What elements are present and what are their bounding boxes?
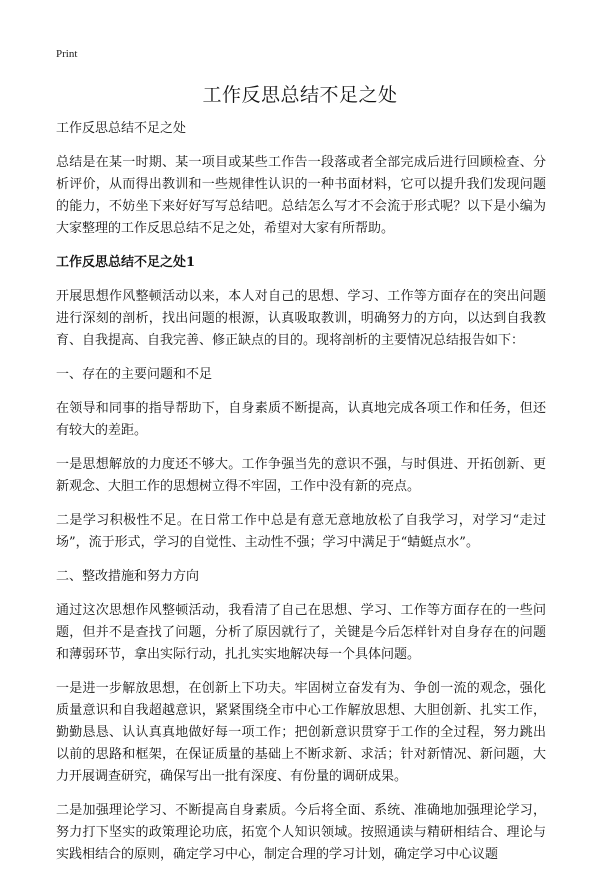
- section-heading: 工作反思总结不足之处1: [56, 255, 196, 270]
- page-title: 工作反思总结不足之处: [202, 84, 398, 106]
- paragraph-3: 一是思想解放的力度还不够大。工作争强当先的意识不强，与时俱进、开拓创新、更新观念、大胆工作的思想树立得不牢固，工作中没有新的亮点。: [56, 457, 546, 494]
- paragraph-5: 通过这次思想作风整顿活动，我看清了自己在思想、学习、工作等方面存在的一些问题，但并不是查找了问题，分析了原因就行了，关键是今后怎样针对自身存在的问题和薄弱环节，拿出实际行动，扎扎实实地解决每一个具体问题。: [56, 603, 546, 662]
- article-subtitle: 工作反思总结不足之处: [56, 121, 187, 136]
- paragraph-7: 二是加强理论学习、不断提高自身素质。今后将全面、系统、准确地加强理论学习，努力打下坚实的政策理论功底，拓宽个人知识领域。按照通读与精研相结合、理论与实践相结合的原则，确定学习中心，制定合理的学习计划，确定学习中心议题: [56, 803, 546, 862]
- paragraph-6: 一是进一步解放思想，在创新上下功夫。牢固树立奋发有为、争创一流的观念，强化质量意识和自我超越意识，紧紧围绕全市中心工作解放思想、大胆创新、扎实工作，勤勤恳恳、认认真真地做好每一项工作；把创新意识贯穿于工作的全过程，努力跳出以前的思路和框架，在保证质量的基础上不断求新、求活；针对新情况、新问题，大力开展调查研究，确保写出一批有深度、有份量的调研成果。: [56, 681, 546, 784]
- paragraph-1: 开展思想作风整顿活动以来，本人对自己的思想、学习、工作等方面存在的突出问题进行深刻的剖析，找出问题的根源，认真吸取教训，明确努力的方向，以达到自我教育、自我提高、自我完善、修正缺点的目的。现将剖析的主要情况总结报告如下：: [56, 289, 546, 348]
- subheading-measures: 二、整改措施和努力方向: [56, 569, 200, 584]
- paragraph-4: 二是学习积极性不足。在日常工作中总是有意无意地放松了自我学习，对学习“走过场”，流于形式，学习的自觉性、主动性不强；学习中满足于“蜻蜓点水”。: [56, 513, 546, 550]
- article-body: [56, 118, 546, 878]
- print-link[interactable]: Print: [56, 48, 78, 60]
- paragraph-2: 在领导和同事的指导帮助下，自身素质不断提高，认真地完成各项工作和任务，但还有较大的差距。: [56, 401, 546, 438]
- subheading-problems: 一、存在的主要问题和不足: [56, 367, 213, 382]
- intro-paragraph: 总结是在某一时期、某一项目或某些工作告一段落或者全部完成后进行回顾检查、分析评价，从而得出教训和一些规律性认识的一种书面材料，它可以提升我们发现问题的能力，不妨坐下来好好写写总结吧。总结怎么写才不会流于形式呢？以下是小编为大家整理的工作反思总结不足之处，希望对大家有所帮助。: [56, 155, 546, 236]
